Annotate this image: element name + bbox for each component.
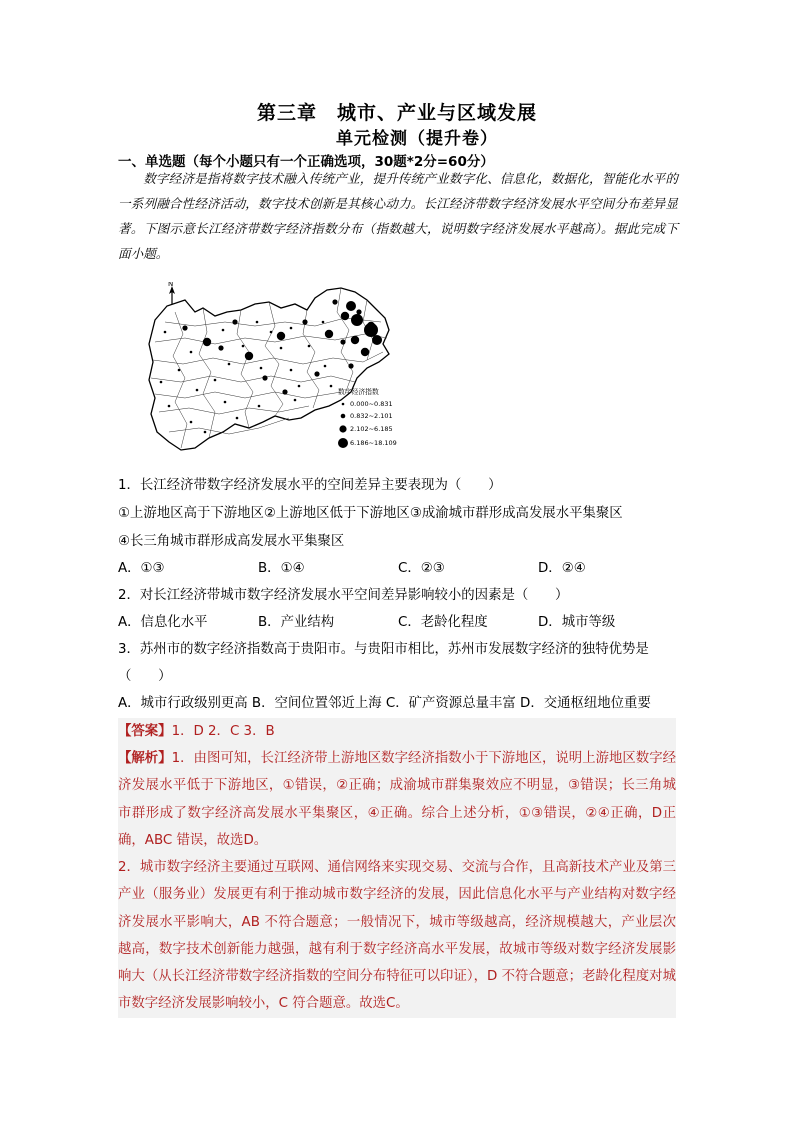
question-3-stem: 3．苏州市的数字经济指数高于贵阳市。与贵阳市相比，苏州市发展数字经济的独特优势是 <box>118 642 649 657</box>
answer-label: 【答案】 <box>118 724 172 739</box>
north-arrow-icon <box>168 282 175 304</box>
analysis-paragraph-1 <box>118 745 676 854</box>
analysis-label: 【解析】 <box>118 751 172 766</box>
question-1-options <box>118 557 678 576</box>
question-2-stem: 2．对长江经济带城市数字经济发展水平空间差异影响较小的因素是（ ） <box>118 588 569 603</box>
answer-text: 1．D 2．C 3．B <box>171 724 275 739</box>
page-subtitle: 单元检测（提升卷） <box>336 129 498 149</box>
option-c: C．②③ <box>398 561 445 576</box>
yangtze-economic-belt-map <box>145 282 397 454</box>
answer-line <box>118 718 676 745</box>
option-c: C．老龄化程度 <box>398 615 488 630</box>
option-b: B．①④ <box>258 561 305 576</box>
section-heading: 一、单选题（每个小题只有一个正确选项，30题*2分=60分） <box>118 154 494 170</box>
option-b: B．产业结构 <box>258 615 335 630</box>
legend-item-1: 0.000~0.831 <box>350 400 393 408</box>
question-2-options <box>118 611 678 630</box>
legend-item-2: 0.832~2.101 <box>350 412 393 420</box>
analysis-text-1: 1．由图可知，长江经济带上游地区数字经济指数小于下游地区，说明上游地区数字经济发展水平低于下游地区，①错误，②正确；成渝城市群集聚效应不明显，③错误；长三角城市群形成了数字经济高发展水平集聚区，④正确。综合上述分析，①③错误，②④正确，D正确，ABC 错误，故选D。 <box>118 751 676 848</box>
legend-item-3: 2.102~6.185 <box>350 425 393 433</box>
north-label: N <box>168 282 174 288</box>
question-1-statements-line1: ①上游地区高于下游地区②上游地区低于下游地区③成渝城市群形成高发展水平集聚区 <box>118 506 623 521</box>
page-title: 第三章 城市、产业与区域发展 <box>256 102 537 124</box>
option-a: A．信息化水平 <box>118 615 208 630</box>
legend-item-4: 6.186~18.109 <box>350 439 397 447</box>
question-1-statements-line2: ④长三角城市群形成高发展水平集聚区 <box>118 534 345 549</box>
question-3-options: A．城市行政级别更高 B．空间位置邻近上海 C．矿产资源总量丰富 D．交通枢纽地位重要 <box>118 696 651 711</box>
option-a: A．①③ <box>118 561 165 576</box>
question-3-stem-cont: （ ） <box>118 669 172 684</box>
question-1-stem: 1．长江经济带数字经济发展水平的空间差异主要表现为（ ） <box>118 478 502 493</box>
option-d: D．②④ <box>538 561 586 576</box>
analysis-paragraph-2: 2．城市数字经济主要通过互联网、通信网络来实现交易、交流与合作，且高新技术产业及第三产业（服务业）发展更有利于推动城市数字经济的发展，因此信息化水平与产业结构对数字经济发展水平影响大，AB 不符合题意；一般情况下，城市等级越高，经济规模越大，产业层次越高，数字技术创新能力越强，越有利于数字经济高水平发展，故城市等级对数字经济发展影响大（从长江经济带数字经济指数的空间分布特征可以印证），D 不符合题意；老龄化程度对城市数字经济发展影响较小，C 符合题意。故选C。 <box>118 860 676 1012</box>
option-d: D．城市等级 <box>538 615 616 630</box>
legend-title: 数字经济指数 <box>338 388 379 396</box>
reading-passage: 数字经济是指将数字技术融入传统产业，提升传统产业数字化、信息化，数据化，智能化水平的一系列融合性经济活动，数字技术创新是其核心动力。长江经济带数字经济发展水平空间分布差异显著。下图示意长江经济带数字经济指数分布（指数越大，说明数字经济发展水平越高）。据此完成下面小题。 <box>118 171 678 261</box>
